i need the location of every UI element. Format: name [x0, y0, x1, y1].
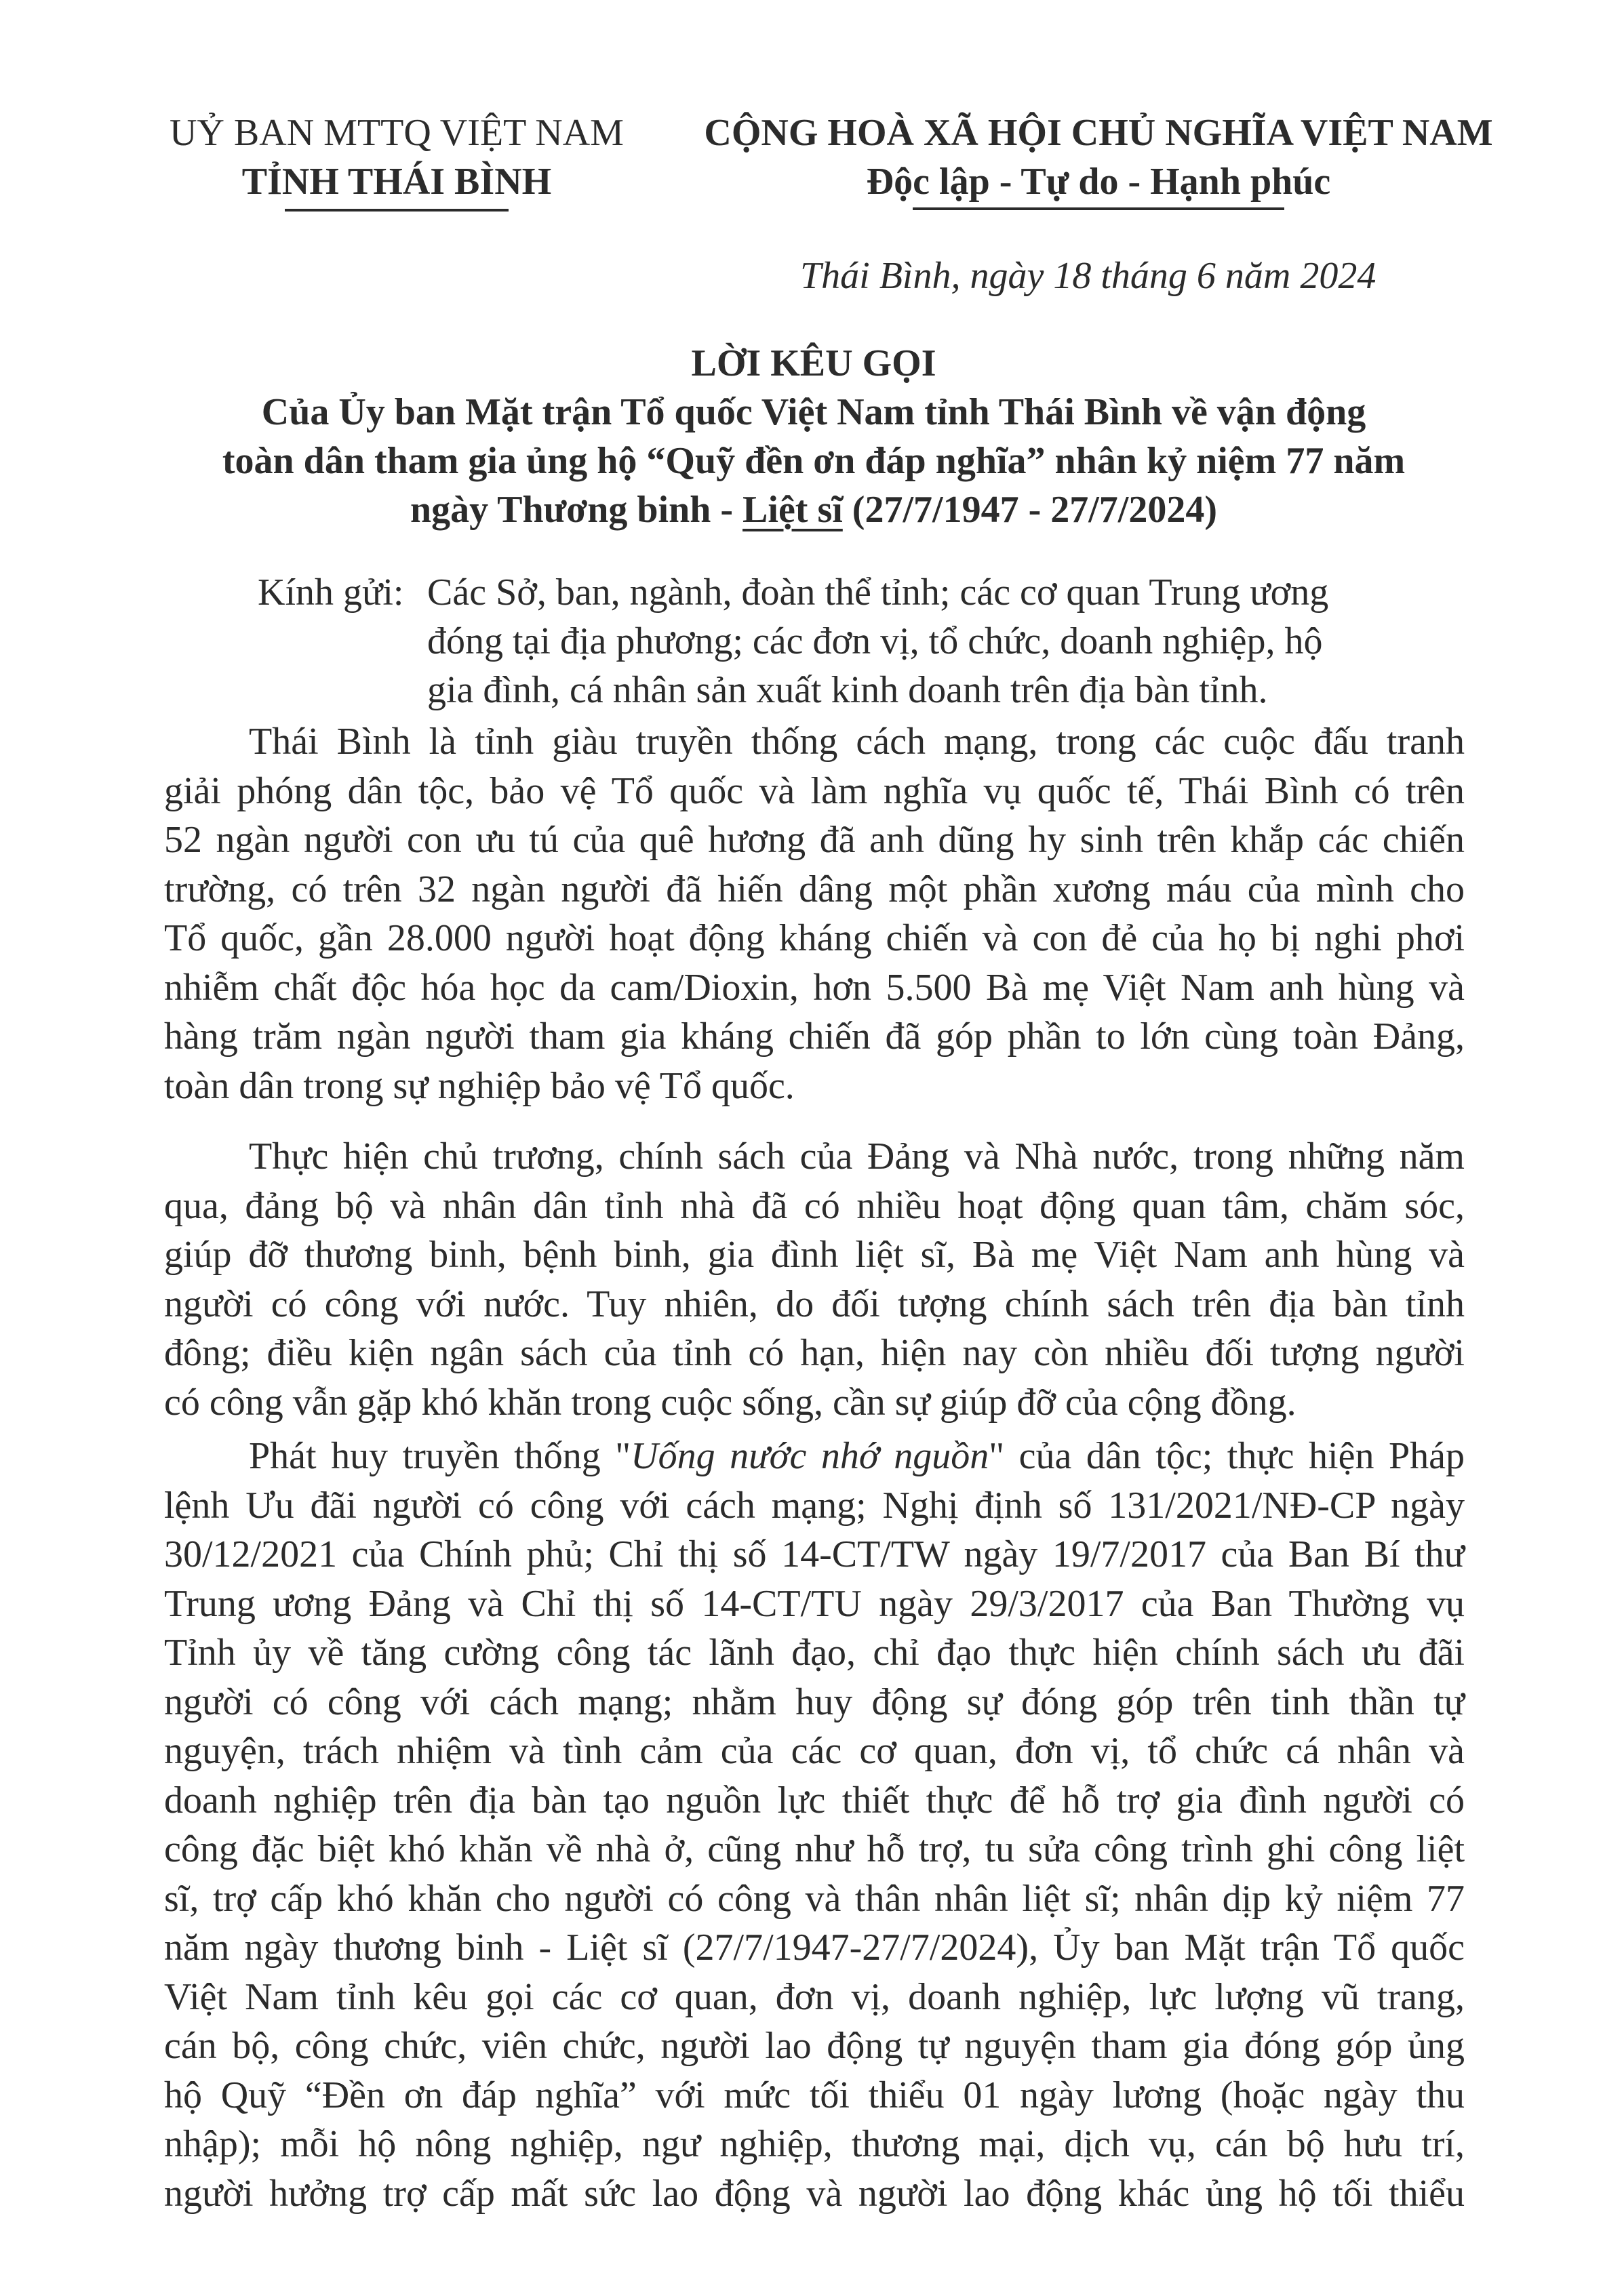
text-run: Phát huy truyền thống ": [249, 1435, 631, 1477]
paragraph-line: qua, đảng bộ và nhân dân tỉnh nhà đã có nhiều hoạt động quan tâm, chăm sóc,: [164, 1184, 1465, 1227]
nation-name: CỘNG HOÀ XÃ HỘI CHỦ NGHĨA VIỆT NAM: [704, 112, 1493, 154]
paragraph-line: hộ Quỹ “Đền ơn đáp nghĩa” với mức tối thiểu 01 ngày lương (hoặc ngày thu: [164, 2074, 1465, 2116]
paragraph-line: Trung ương Đảng và Chỉ thị số 14-CT/TU ngày 29/3/2017 của Ban Thường vụ: [164, 1582, 1465, 1625]
title-subline-3-underlined: Liệt sĩ: [742, 489, 843, 531]
document-title: [176, 339, 1451, 534]
paragraph-line: hàng trăm ngàn người tham gia kháng chiến đã góp phần to lớn cùng toàn Đảng,: [164, 1015, 1465, 1058]
quoted-proverb: Uống nước nhớ nguồn: [631, 1435, 989, 1477]
paragraph-1: [164, 717, 1465, 1110]
text-run: " của dân tộc; thực hiện Pháp: [989, 1435, 1465, 1477]
issuing-organization: [146, 108, 648, 212]
document-date: Thái Bình, ngày 18 tháng 6 năm 2024: [800, 255, 1377, 297]
paragraph-line: toàn dân trong sự nghiệp bảo vệ Tổ quốc.: [164, 1064, 795, 1107]
paragraph-line: nhập); mỗi hộ nông nghiệp, ngư nghiệp, thương mại, dịch vụ, cán bộ hưu trí,: [164, 2123, 1465, 2165]
paragraph-line: trường, có trên 32 ngàn người đã hiến dâng một phần xương máu của mình cho: [164, 868, 1465, 910]
org-name-line2: TỈNH THÁI BÌNH: [241, 161, 552, 203]
paragraph-line: Tổ quốc, gần 28.000 người hoạt động kháng chiến và con đẻ của họ bị nghi phơi: [164, 917, 1465, 959]
title-subline-3-suffix: (27/7/1947 - 27/7/2024): [842, 489, 1217, 531]
paragraph-line: [164, 1432, 1465, 1481]
paragraph-line: người có công với nước. Tuy nhiên, do đối tượng chính sách trên địa bàn tỉnh: [164, 1283, 1465, 1325]
paragraph-line: 52 ngàn người con ưu tú của quê hương đã anh dũng hy sinh trên khắp các chiến: [164, 819, 1465, 861]
paragraph-line: năm ngày thương binh - Liệt sĩ (27/7/1947-27/7/2024), Ủy ban Mặt trận Tổ quốc: [164, 1927, 1465, 1969]
paragraph-line: công đặc biệt khó khăn về nhà ở, cũng như hỗ trợ, tu sửa công trình ghi công liệt: [164, 1828, 1465, 1870]
title-subline-1: Của Ủy ban Mặt trận Tổ quốc Việt Nam tỉnh Thái Bình về vận động: [261, 391, 1366, 433]
national-motto: Độc lập - Tự do - Hạnh phúc: [866, 161, 1331, 203]
paragraph-line: cán bộ, công chức, viên chức, người lao động tự nguyện tham gia đóng góp ủng: [164, 2025, 1465, 2067]
paragraph-line: Thực hiện chủ trương, chính sách của Đảng và Nhà nước, trong những năm: [249, 1135, 1465, 1177]
paragraph-line: doanh nghiệp trên địa bàn tạo nguồn lực thiết thực để hỗ trợ gia đình người có: [164, 1779, 1465, 1821]
title-main: LỜI KÊU GỌI: [691, 342, 936, 384]
paragraph-2: [164, 1132, 1465, 1427]
paragraph-line: nhiễm chất độc hóa học da cam/Dioxin, hơn 5.500 Bà mẹ Việt Nam anh hùng và: [164, 966, 1465, 1009]
paragraph-line: đông; điều kiện ngân sách của tỉnh có hạn, hiện nay còn nhiều đối tượng người: [164, 1332, 1465, 1374]
org-name-line1: UỶ BAN MTTQ VIỆT NAM: [170, 112, 624, 154]
recipients-line: gia đình, cá nhân sản xuất kinh doanh trên địa bàn tỉnh.: [427, 669, 1268, 711]
paragraph-line: Tỉnh ủy về tăng cường công tác lãnh đạo, chỉ đạo thực hiện chính sách ưu đãi: [164, 1632, 1465, 1674]
recipients-line: đóng tại địa phương; các đơn vị, tổ chức, doanh nghiệp, hộ: [427, 620, 1323, 662]
org-underline-divider: [285, 209, 509, 212]
paragraph-line: giải phóng dân tộc, bảo vệ Tổ quốc và làm nghĩa vụ quốc tế, Thái Bình có trên: [164, 769, 1465, 812]
paragraph-line: nguyện, trách nhiệm và tình cảm của các cơ quan, đơn vị, tổ chức cá nhân và: [164, 1730, 1465, 1772]
title-subline-2: toàn dân tham gia ủng hộ “Quỹ đền ơn đáp nghĩa” nhân kỷ niệm 77 năm: [222, 440, 1406, 482]
paragraph-line: Việt Nam tỉnh kêu gọi các cơ quan, đơn vị, doanh nghiệp, lực lượng vũ trang,: [164, 1975, 1465, 2018]
paragraph-line: lệnh Ưu đãi người có công với cách mạng; Nghị định số 131/2021/NĐ-CP ngày: [164, 1484, 1465, 1527]
title-subline-3-prefix: ngày Thương binh -: [410, 489, 743, 531]
paragraph-3: [164, 1432, 1465, 2218]
paragraph-line: người hưởng trợ cấp mất sức lao động và người lao động khác ủng hộ tối thiểu: [164, 2172, 1465, 2215]
paragraph-line: Thái Bình là tỉnh giàu truyền thống cách mạng, trong các cuộc đấu tranh: [249, 721, 1465, 763]
motto-underline-divider: [913, 207, 1284, 210]
paragraph-line: giúp đỡ thương binh, bệnh binh, gia đình liệt sĩ, Bà mẹ Việt Nam anh hùng và: [164, 1234, 1465, 1276]
recipients-list: [427, 568, 1512, 714]
paragraph-line: có công vẫn gặp khó khăn trong cuộc sống, cần sự giúp đỡ của cộng đồng.: [164, 1381, 1296, 1424]
title-subline-3: [176, 485, 1451, 534]
paragraph-line: 30/12/2021 của Chính phủ; Chỉ thị số 14-CT/TW ngày 19/7/2017 của Ban Bí thư: [164, 1533, 1465, 1575]
recipients-line: Các Sở, ban, ngành, đoàn thể tỉnh; các cơ quan Trung ương: [427, 571, 1329, 613]
national-header: [685, 108, 1512, 210]
paragraph-line: người có công với cách mạng; nhằm huy động sự đóng góp trên tinh thần tự: [164, 1680, 1465, 1723]
paragraph-line: sĩ, trợ cấp khó khăn cho người có công và thân nhân liệt sĩ; nhân dịp kỷ niệm 77: [164, 1877, 1465, 1920]
recipients-label: Kính gửi:: [258, 571, 404, 613]
